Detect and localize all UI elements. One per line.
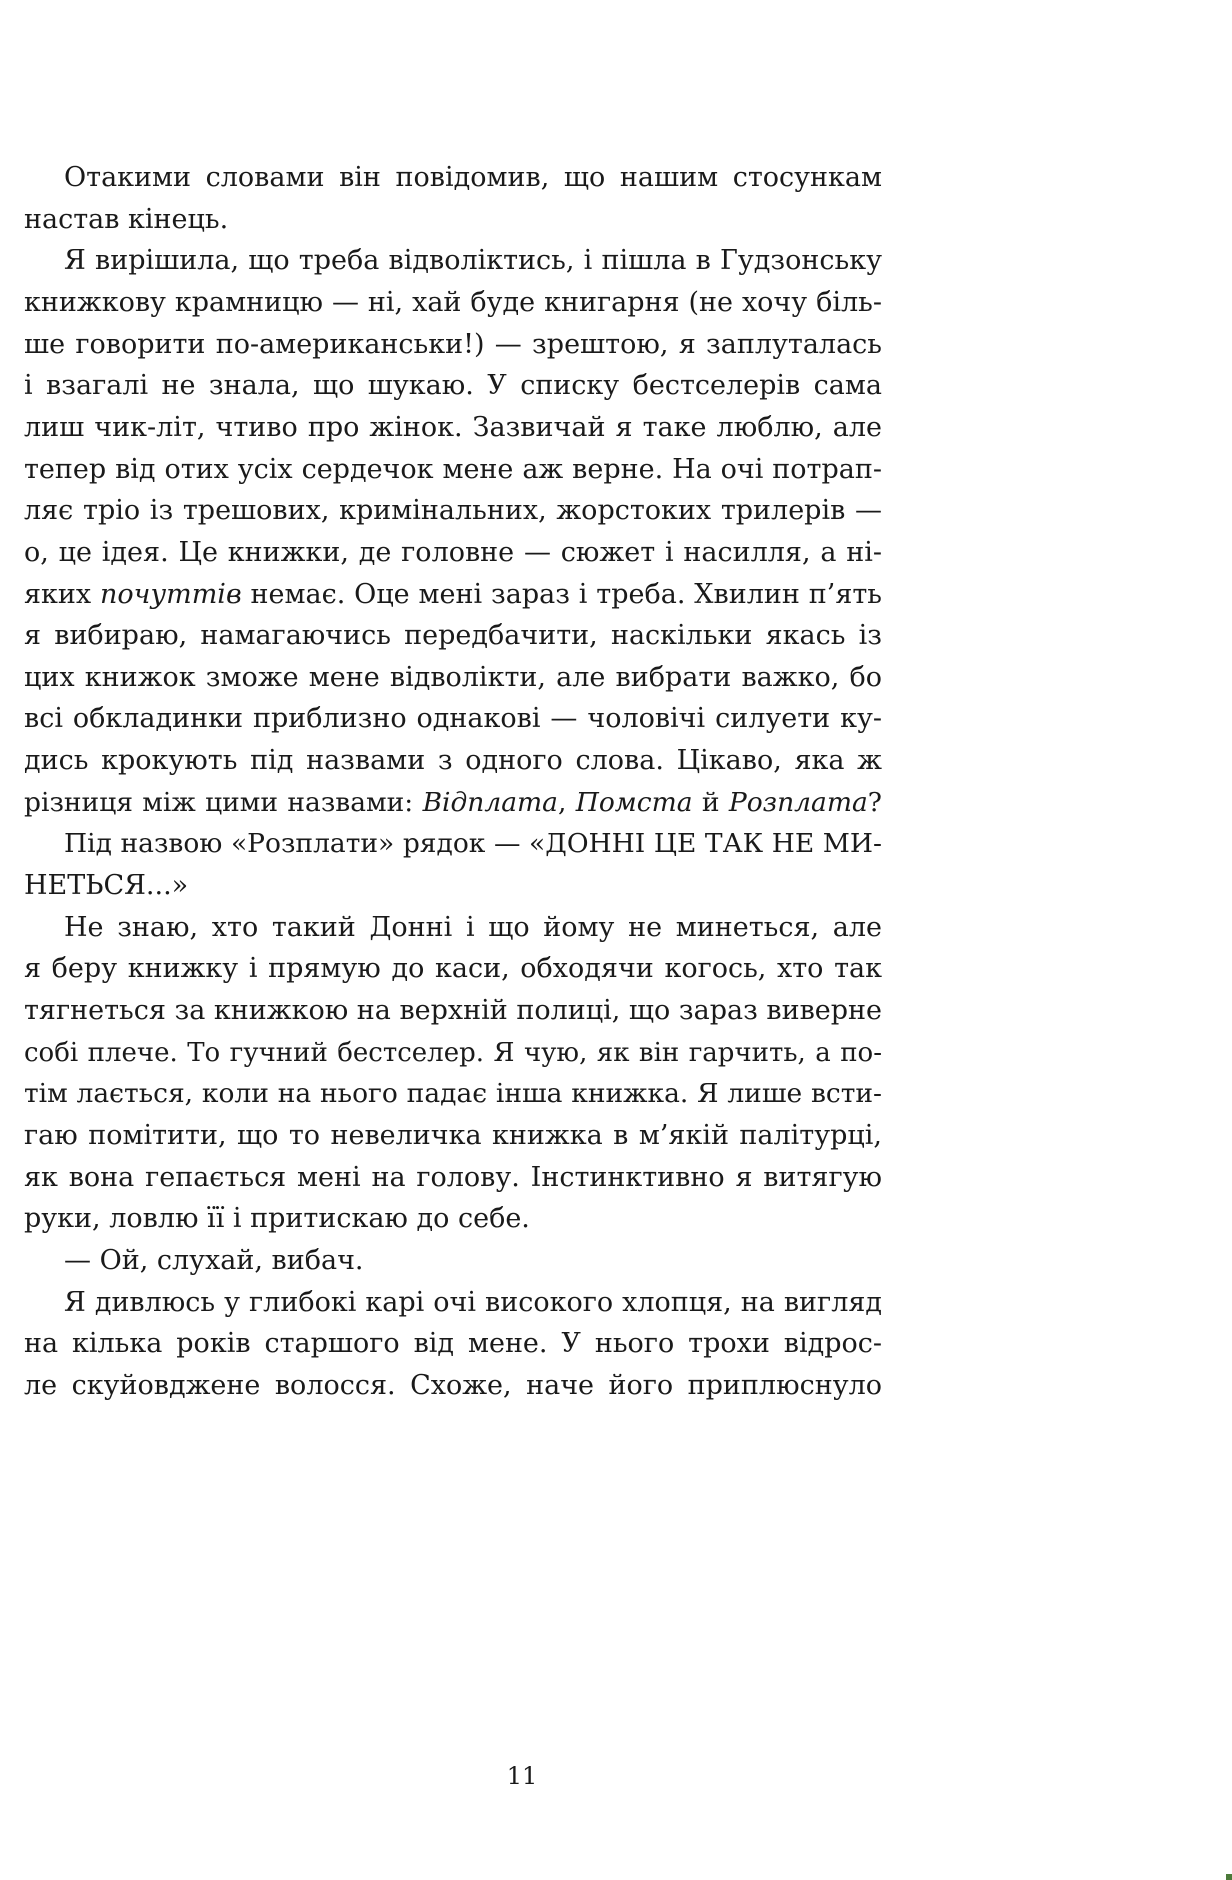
text-run: — Ой, слухай, вибач. (64, 1244, 364, 1276)
text-run: Отакими словами він повідомив, що нашим стосункам (64, 162, 882, 193)
text-run: тягнеться за книжкою на верхній полиці, що зараз виверне (24, 995, 883, 1026)
text-line (24, 535, 882, 571)
text-run: й (692, 786, 729, 818)
text-line (24, 327, 882, 363)
text-line (24, 743, 882, 779)
page-number: 11 (506, 1762, 538, 1790)
text-run: Я вирішила, що треба відволіктись, і пішла в Гудзонську (64, 245, 882, 277)
text-run: книжкову крамницю — ні, хай буде книгарня (не хочу біль- (24, 286, 882, 318)
text-line (64, 243, 882, 279)
text-line (24, 202, 882, 238)
text-run: НЕТЬСЯ...» (24, 870, 189, 902)
italic-text: Розплата (728, 786, 868, 818)
text-line (24, 785, 882, 821)
text-run: немає. Оце мені зараз і треба. Хвилин п’ять (241, 578, 882, 610)
text-line (24, 660, 882, 696)
text-run: ляє тріо із трешових, кримінальних, жорстоких трилерів — (24, 495, 882, 527)
text-run: дись крокують під назвами з одного слова. Цікаво, яка ж (24, 745, 882, 777)
italic-text: почуттів (100, 578, 242, 610)
text-line (24, 577, 882, 613)
text-run: настав кінець. (24, 203, 229, 235)
text-run: о, це ідея. Це книжки, де головне — сюжет і насилля, а ні- (24, 536, 882, 568)
text-run: всі обкладинки приблизно однакові — чоловічі силуети ку- (24, 703, 882, 735)
text-line (24, 1326, 882, 1362)
text-run: різниця між цими назвами: (24, 786, 423, 818)
text-line (24, 285, 882, 321)
text-run: цих книжок зможе мене відволікти, але вибрати важко, бо (24, 661, 882, 693)
text-line (24, 368, 882, 404)
text-run: лиш чик-літ, чтиво про жінок. Зазвичай я таке люблю, але (24, 411, 882, 443)
text-run: Під назвою «Розплати» рядок — «ДОННІ ЦЕ ТАК НЕ МИ- (64, 828, 882, 860)
text-run: я вибираю, намагаючись передбачити, наскільки якась із (24, 620, 882, 652)
text-line (24, 951, 882, 987)
text-line (64, 826, 882, 862)
text-run: собі плече. То гучний бестселер. Я чую, як він гарчить, а по- (24, 1037, 882, 1068)
italic-text: Помста (575, 786, 693, 818)
text-line (24, 410, 882, 446)
text-run: Я дивлюсь у глибокі карі очі високого хлопця, на вигляд (64, 1286, 882, 1318)
text-run: руки, ловлю її і притискаю до себе. (24, 1203, 530, 1235)
text-line (24, 1368, 882, 1404)
text-run: я беру книжку і прямую до каси, обходячи когось, хто так (24, 953, 882, 985)
text-run: як вона гепається мені на голову. Інстинктивно я витягую (24, 1161, 882, 1193)
text-line (24, 618, 882, 654)
text-line (64, 910, 882, 946)
text-run: ше говорити по-американськи!) — зрештою, я заплуталась (24, 328, 882, 360)
italic-text: Відплата (422, 786, 558, 818)
text-run: ? (867, 786, 882, 818)
text-run: ле скуйовджене волосся. Схоже, наче його приплюснуло (24, 1369, 882, 1401)
text-line (24, 1076, 882, 1112)
text-run: гаю помітити, що то невеличка книжка в м’якій палітурці, (24, 1119, 882, 1151)
text-run: і взагалі не знала, що шукаю. У списку бестселерів сама (24, 370, 882, 402)
text-run: тім лається, коли на нього падає інша книжка. Я лише всти- (24, 1078, 882, 1110)
text-line (24, 493, 882, 529)
text-line (64, 160, 882, 196)
text-line (24, 1160, 882, 1196)
text-run: , (557, 786, 576, 818)
scan-corner-mark (1226, 1874, 1232, 1880)
text-line (24, 993, 882, 1029)
text-run: на кілька років старшого від мене. У нього трохи відрос- (24, 1328, 882, 1360)
text-run: Не знаю, хто такий Донні і що йому не минеться, але (64, 911, 882, 943)
text-line (64, 1243, 882, 1279)
text-line (24, 701, 882, 737)
text-line (24, 1201, 882, 1237)
text-line (24, 1118, 882, 1154)
text-line (24, 452, 882, 488)
text-line (64, 1285, 882, 1321)
text-run: тепер від отих усіх сердечок мене аж верне. На очі потрап- (24, 453, 882, 485)
text-line (24, 868, 882, 904)
text-run: яких (24, 578, 100, 610)
text-line (24, 1035, 882, 1071)
